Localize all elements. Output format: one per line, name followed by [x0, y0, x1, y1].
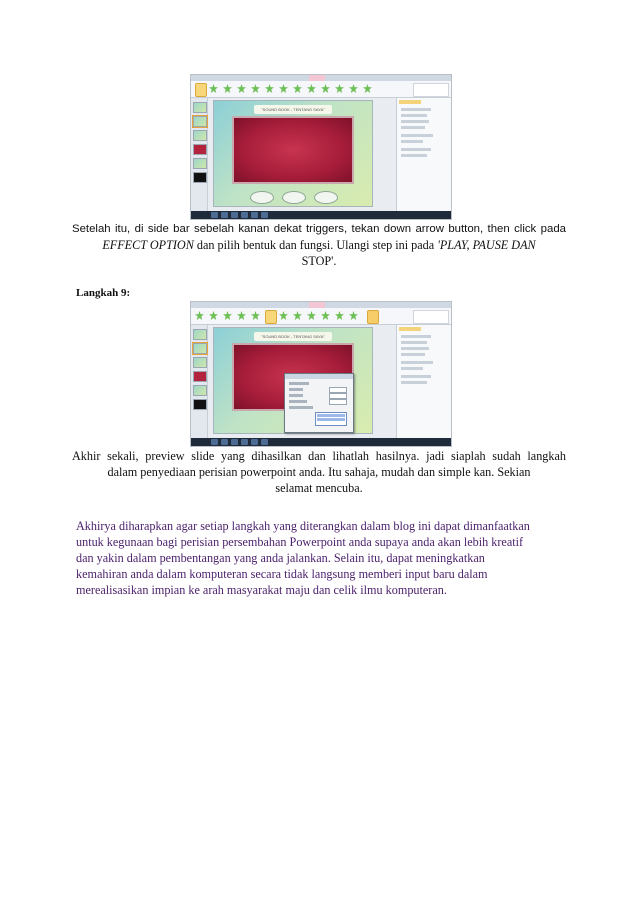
animation-star-icon	[265, 84, 274, 93]
animation-star-icon	[237, 311, 246, 320]
animation-star-icon	[335, 84, 344, 93]
ribbon-selected-icon	[265, 310, 277, 324]
paragraph-line: dan yakin dalam pembentangan yang anda jalankan. Selain itu, dapat meningkatkan	[76, 551, 485, 565]
animation-star-icon	[223, 311, 232, 320]
ribbon-toolbar	[191, 308, 451, 325]
caption-line: Akhir sekali, preview slide yang dihasilkan dan lihatlah hasilnya. jadi siaplah sudah langkah	[72, 449, 566, 463]
ribbon-timing-panel	[413, 83, 449, 97]
animation-star-icon	[321, 84, 330, 93]
ribbon-toolbar	[191, 81, 451, 98]
play-oval	[250, 191, 274, 204]
step-heading: Langkah 9:	[76, 287, 131, 299]
paragraph-line: untuk kegunaan bagi perisian persembahan Powerpoint anda supaya anda akan lebih kreatif	[76, 535, 524, 549]
caption-line: STOP'.	[301, 254, 337, 268]
ribbon-timing-panel	[413, 310, 449, 324]
dropdown-list	[315, 412, 347, 426]
caption-italic-text: 'PLAY, PAUSE DAN	[437, 238, 536, 252]
caption-line: Setelah itu, di side bar sebelah kanan dekat triggers, tekan down arrow button, then click pada	[72, 223, 566, 235]
animation-star-icon	[349, 84, 358, 93]
taskbar	[191, 211, 451, 219]
animation-star-icon	[209, 311, 218, 320]
animation-star-icon	[279, 311, 288, 320]
animation-star-icon	[307, 84, 316, 93]
slide-title: "SOUND BOOK - TENTANG SAYA"	[254, 105, 332, 114]
animation-star-icon	[293, 84, 302, 93]
red-screen-image	[234, 118, 352, 182]
caption-line: selamat mencuba.	[275, 481, 363, 495]
caption-step-8	[72, 221, 566, 269]
slide-thumbnails	[191, 325, 208, 438]
screenshot-powerpoint-triggers	[190, 74, 452, 220]
caption-line	[72, 237, 566, 253]
animation-star-icon	[293, 311, 302, 320]
animation-star-icon	[251, 311, 260, 320]
animation-pane	[396, 98, 451, 211]
caption-line: dalam penyediaan perisian powerpoint anda. Itu sahaja, mudah dan simple kan. Sekian	[107, 465, 531, 479]
caption-italic-text: EFFECT OPTION	[102, 238, 194, 252]
pause-oval	[282, 191, 306, 204]
animation-star-icon	[335, 311, 344, 320]
paragraph-line: kemahiran anda dalam komputeran secara tidak langsung memberi input baru dalam	[76, 567, 488, 581]
paragraph-line: Akhirya diharapkan agar setiap langkah yang diterangkan dalam blog ini dapat dimanfaatkan	[76, 519, 530, 533]
screenshot-powerpoint-effect-options	[190, 301, 452, 447]
animation-star-icon	[363, 84, 372, 93]
effect-options-dialog	[284, 373, 354, 433]
animation-star-icon	[237, 84, 246, 93]
animation-star-icon	[279, 84, 288, 93]
slide-thumbnails	[191, 98, 208, 211]
animation-star-icon	[349, 311, 358, 320]
caption-step-9	[72, 448, 566, 496]
slide-canvas	[213, 100, 373, 207]
closing-paragraph	[76, 518, 566, 598]
slide-canvas	[213, 327, 373, 434]
stop-oval	[314, 191, 338, 204]
caption-text: dan pilih bentuk dan fungsi. Ulangi step ini pada	[193, 238, 438, 252]
animation-star-icon	[209, 84, 218, 93]
slide-title: "SOUND BOOK - TENTANG SAYA"	[254, 332, 332, 341]
ribbon-selected-icon	[195, 83, 207, 97]
animation-star-icon	[223, 84, 232, 93]
ribbon-selected-icon	[367, 310, 379, 324]
animation-star-icon	[251, 84, 260, 93]
taskbar	[191, 438, 451, 446]
paragraph-line: merealisasikan impian ke arah masyarakat maju dan celik ilmu komputeran.	[76, 583, 447, 597]
animation-star-icon	[195, 311, 204, 320]
animation-star-icon	[307, 311, 316, 320]
animation-pane	[396, 325, 451, 438]
animation-star-icon	[321, 311, 330, 320]
